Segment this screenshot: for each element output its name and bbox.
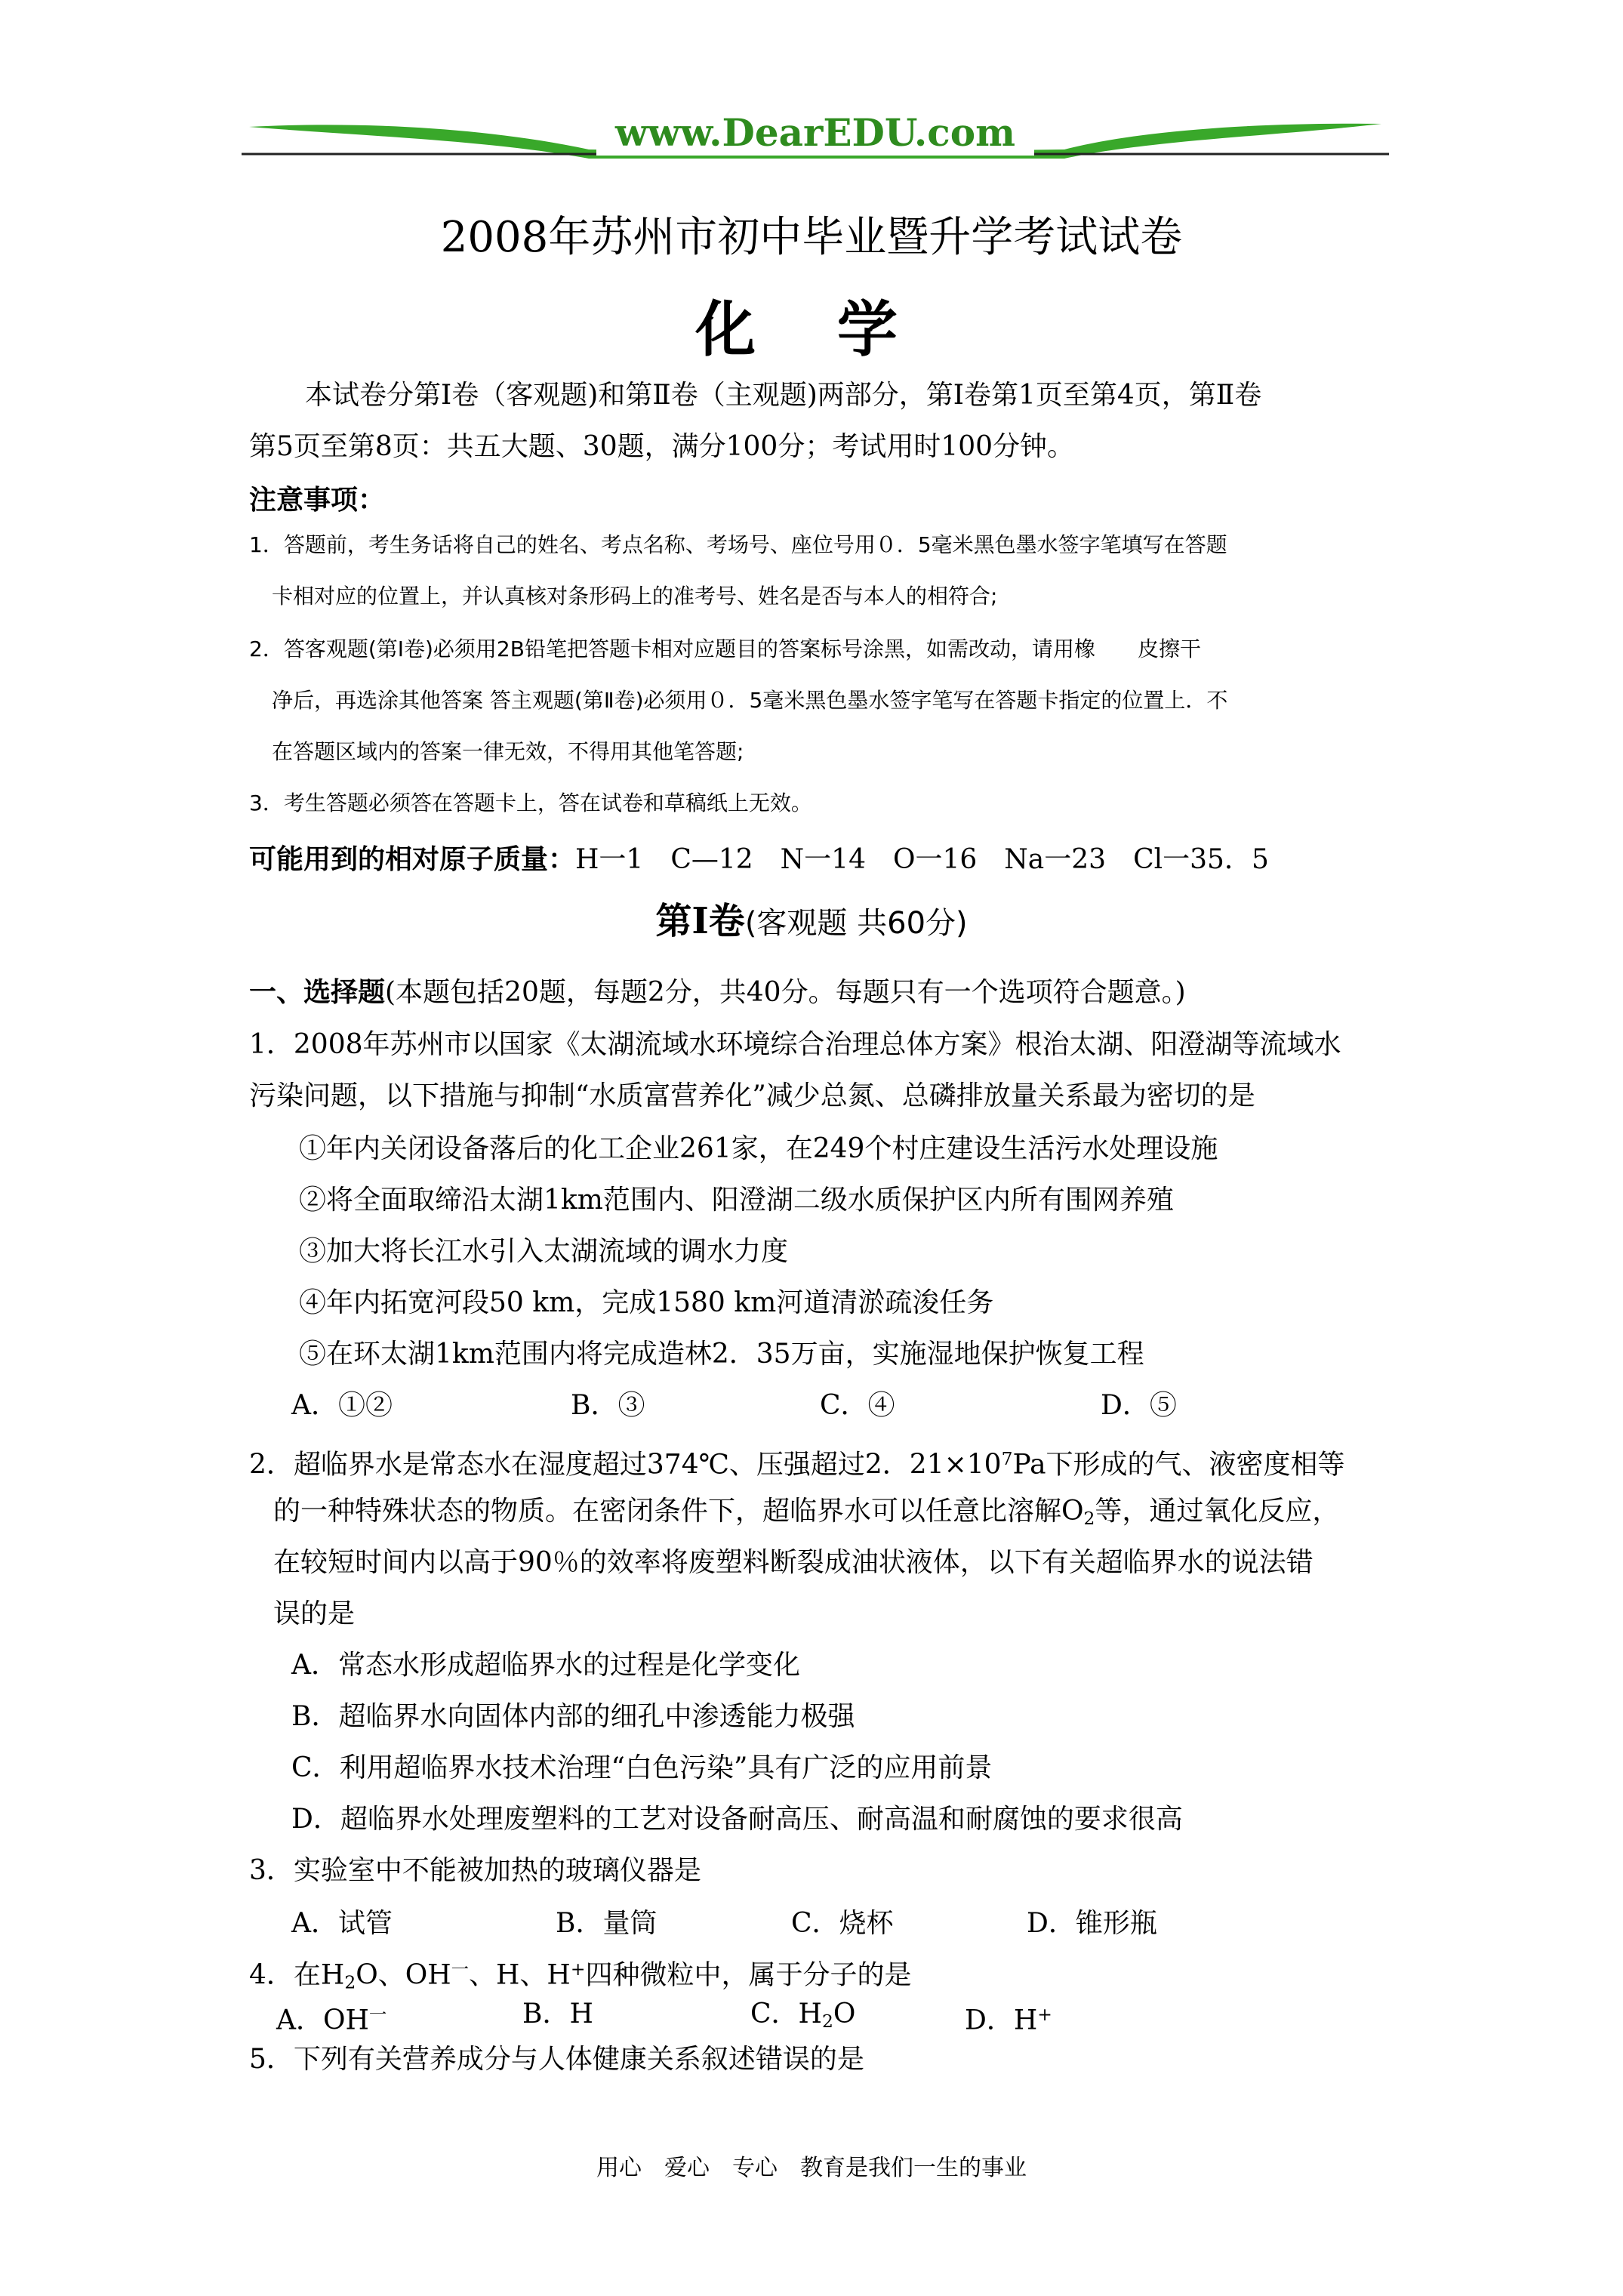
header-banner xyxy=(242,106,1389,166)
notes-heading: 注意事项： xyxy=(249,484,386,516)
q4-option-c-part-a: C．H xyxy=(750,1999,822,2029)
q1-item-4: ④年内拓宽河段50 km，完成1580 km河道清淤疏浚任务 xyxy=(299,1287,994,1318)
q1-stem-line-1: 1．2008年苏州市以国家《太湖流域水环境综合治理总体方案》根治太湖、阳澄湖等流域水 xyxy=(249,1029,1341,1060)
section-1-title xyxy=(0,898,1623,946)
q2-stem-line-3: 在较短时间内以高于90％的效率将废塑料断裂成油状液体，以下有关超临界水的说法错 xyxy=(273,1547,1313,1578)
q2-line2-subscript: 2 xyxy=(1083,1507,1095,1529)
note-2-line-3: 在答题区域内的答案一律无效，不得用其他笔答题; xyxy=(272,739,744,764)
q2-line1-part-a: 2．超临界水是常态水在湿度超过374℃、压强超过2．21×10 xyxy=(249,1449,1002,1481)
q4-stem-part-c: 、H、H xyxy=(469,1959,571,1991)
part-1-label: 一、选择题 xyxy=(249,976,386,1008)
note-2-line-2: 净后，再选涂其他答案 答主观题(第Ⅱ卷)必须用０．5毫米黑色墨水签字笔写在答题卡指定的位置上．不 xyxy=(272,688,1228,713)
q2-option-a: A．常态水形成超临界水的过程是化学变化 xyxy=(291,1650,800,1681)
q2-line1-part-b: Pa下形成的气、液密度相等 xyxy=(1012,1449,1345,1481)
q4-option-d-superscript: + xyxy=(1037,2004,1052,2025)
q1-item-3: ③加大将长江水引入太湖流域的调水力度 xyxy=(299,1236,789,1267)
q1-item-5: ⑤在环太湖1km范围内将完成造林2．35万亩，实施湿地保护恢复工程 xyxy=(299,1339,1144,1370)
q1-option-a: A．①② xyxy=(291,1390,393,1421)
subject-title: 化 学 xyxy=(695,294,928,365)
q2-line1-superscript: 7 xyxy=(1001,1448,1013,1469)
part-1-heading xyxy=(249,975,1186,1009)
note-2-line-1: 2．答客观题(第Ⅰ卷)必须用2B铅笔把答题卡相对应题目的答案标号涂黑，如需改动，请用橡 皮擦干 xyxy=(249,636,1201,661)
q4-stem-subscript: 2 xyxy=(344,1971,356,1993)
q2-option-b: B．超临界水向固体内部的细孔中渗透能力极强 xyxy=(291,1701,855,1732)
part-1-desc: (本题包括20题，每题2分，共40分。每题只有一个选项符合题意。) xyxy=(385,977,1186,1008)
exam-title: 2008年苏州市初中毕业暨升学考试试卷 xyxy=(440,213,1183,262)
intro-line-1: 本试卷分第Ⅰ卷（客观题)和第Ⅱ卷（主观题)两部分，第Ⅰ卷第1页至第4页，第Ⅱ卷 xyxy=(305,380,1262,411)
q4-stem-superscript-2: + xyxy=(570,1959,586,1980)
q4-stem-superscript-1: 一 xyxy=(451,1959,470,1980)
q1-option-d: D．⑤ xyxy=(1101,1390,1177,1421)
q3-option-a: A．试管 xyxy=(291,1908,393,1939)
q3-stem: 3．实验室中不能被加热的玻璃仪器是 xyxy=(249,1855,701,1886)
q2-stem-line-4: 误的是 xyxy=(273,1598,356,1629)
page-footer: 用心 爱心 专心 教育是我们一生的事业 xyxy=(596,2155,1027,2181)
q4-option-c xyxy=(750,1998,855,2038)
note-3: 3．考生答题必须答在答题卡上，答在试卷和草稿纸上无效。 xyxy=(249,791,812,815)
q4-stem xyxy=(249,1952,911,1999)
q2-option-c: C．利用超临界水技术治理“白色污染”具有广泛的应用前景 xyxy=(291,1752,993,1783)
q4-option-c-part-b: O xyxy=(833,1999,856,2029)
header-logo-text: www.DearEDU.com xyxy=(596,110,1034,156)
section-1-title-bold: 第Ⅰ卷 xyxy=(655,900,745,942)
q2-line2-part-b: 等，通过氧化反应， xyxy=(1095,1496,1340,1527)
q1-option-c: C．④ xyxy=(820,1390,895,1421)
q2-line2-part-a: 的一种特殊状态的物质。在密闭条件下，超临界水可以任意比溶解O xyxy=(273,1496,1084,1527)
q2-option-d: D．超临界水处理废塑料的工艺对设备耐高压、耐高温和耐腐蚀的要求很高 xyxy=(291,1804,1183,1835)
q1-option-b: B．③ xyxy=(571,1390,645,1421)
q4-stem-part-d: 四种微粒中，属于分子的是 xyxy=(585,1959,912,1991)
q4-stem-part-b: O、OH xyxy=(356,1959,451,1991)
q4-option-a-text: A．OH xyxy=(276,2005,369,2036)
q1-item-2: ②将全面取缔沿太湖1km范围内、阳澄湖二级水质保护区内所有围网养殖 xyxy=(299,1185,1174,1216)
q3-option-c: C．烧杯 xyxy=(791,1908,894,1939)
q3-option-d: D．锥形瓶 xyxy=(1027,1908,1157,1939)
atomic-masses xyxy=(249,843,1269,877)
q4-option-d xyxy=(965,1998,1052,2038)
q2-stem-line-1 xyxy=(249,1442,1345,1482)
q4-option-a-superscript: 一 xyxy=(368,2004,387,2025)
q5-stem: 5．下列有关营养成分与人体健康关系叙述错误的是 xyxy=(249,2044,864,2075)
q1-item-1: ①年内关闭设备落后的化工企业261家，在249个村庄建设生活污水处理设施 xyxy=(299,1133,1218,1164)
intro-line-2: 第5页至第8页：共五大题、30题，满分100分；考试用时100分钟。 xyxy=(249,431,1075,462)
q2-stem-line-2 xyxy=(273,1495,1339,1535)
atomic-masses-label: 可能用到的相对原子质量： xyxy=(249,843,576,875)
q4-option-c-subscript: 2 xyxy=(821,2010,833,2032)
q1-stem-line-2: 污染问题，以下措施与抑制“水质富营养化”减少总氮、总磷排放量关系最为密切的是 xyxy=(249,1080,1255,1111)
q4-option-b: B．H xyxy=(522,1999,593,2029)
q3-option-b: B．量筒 xyxy=(556,1908,658,1939)
note-1-line-2: 卡相对应的位置上，并认真核对条形码上的准考号、姓名是否与本人的相符合; xyxy=(272,584,998,609)
q4-option-d-text: D．H xyxy=(965,2005,1038,2036)
section-1-title-rest: (客观题 共60分) xyxy=(744,906,968,941)
atomic-masses-values: H一1 C—12 N一14 O一16 Na一23 Cl一35．5 xyxy=(575,844,1269,875)
q4-option-a xyxy=(276,1998,387,2038)
q4-stem-part-a: 4．在H xyxy=(249,1959,345,1991)
note-1-line-1: 1．答题前，考生务话将自己的姓名、考点名称、考场号、座位号用０．5毫米黑色墨水签字笔填写在答题 xyxy=(249,532,1227,557)
